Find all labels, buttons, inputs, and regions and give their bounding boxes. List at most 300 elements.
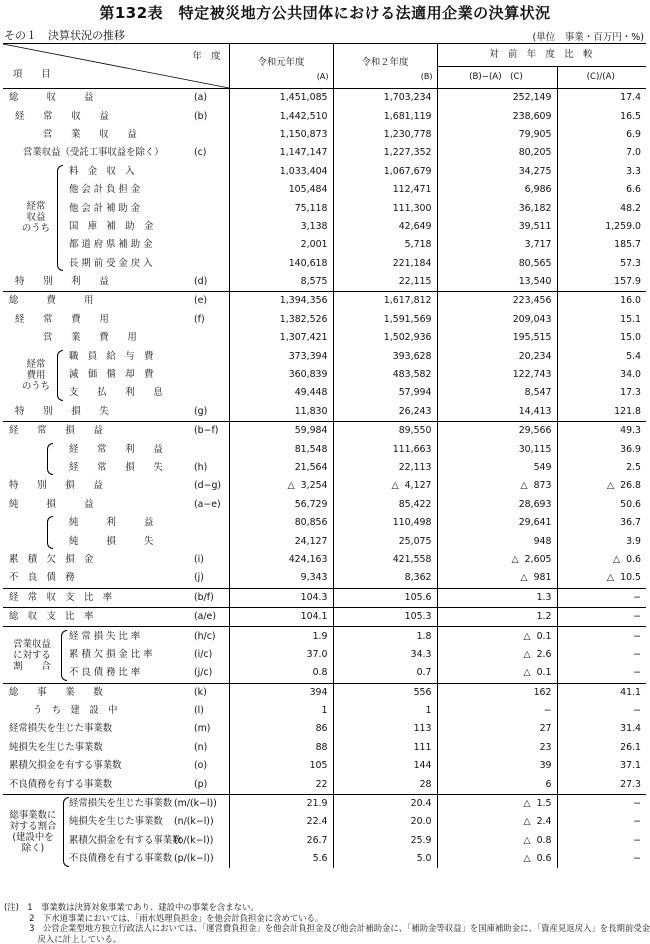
value: 42,649 [399,221,432,232]
group-label: 営業収益 に対する 割 合 [5,639,59,672]
value: 221,184 [393,258,432,269]
table-row [3,273,646,292]
value: 6,986 [525,184,552,195]
value-cell-a [229,89,333,108]
value: 3,717 [525,239,552,250]
row-label-cell [3,422,229,441]
value-cell-d [557,646,646,664]
value-cell-b [333,757,437,775]
value: 394 [310,687,328,698]
table-row [3,683,646,702]
value-cell-d [557,477,646,495]
value-cell-a [229,384,333,402]
row-label-cell [3,144,229,162]
value: 1,230,778 [384,129,432,140]
value: 22,115 [399,276,432,287]
table-row [3,496,646,514]
value-cell-c [437,311,557,329]
value: 3,138 [301,221,328,232]
table-row [3,422,646,441]
value-cell-b [333,89,437,108]
row-code: (p) [194,776,207,794]
table-row [3,440,646,458]
row-label-cell [3,292,229,311]
value: 1.5 [537,798,552,809]
value-cell-a [229,311,333,329]
row-label: 経 常 損 失 比 率 [69,628,140,646]
value-cell-b [333,236,437,254]
row-label-cell [3,664,229,683]
row-label: 長 期 前 受 金 戻 入 [69,255,153,273]
value-cell-d [557,459,646,477]
value-cell-a [229,236,333,254]
row-label: 国 庫 補 助 金 [69,218,153,236]
row-label: 経常損失を生じた事業数 [9,720,112,738]
row-label: 職 員 給 与 費 [69,348,153,366]
value: 6.6 [626,184,641,195]
row-code: (g) [194,403,207,421]
note-line: 2 下水道事業においては、「雨水処理負担金」を他会計負担金に含めている。 [4,913,650,924]
row-label: 経 常 損 失 [69,459,163,477]
row-label: 経 常 収 支 比 率 [9,589,112,607]
row-label: 総 事 業 数 [9,684,103,702]
value: 88 [316,742,328,753]
value-cell-a [229,477,333,495]
value: 30,115 [519,444,552,455]
row-label-cell [3,850,229,868]
row-code: (n/(k−l)) [174,813,214,831]
settlement-table [3,43,646,868]
value: − [544,705,552,716]
value: 209,043 [513,314,552,325]
value: 0.6 [537,853,552,864]
row-label: 他 会 計 補 助 金 [69,200,140,218]
row-code: (h/c) [194,628,216,646]
row-code: (n) [194,739,207,757]
row-label-cell [3,255,229,273]
note-line: 戻入に計上している。 [4,934,650,944]
value-cell-d [557,199,646,217]
value: 6 [546,779,552,790]
negative-mark: △ [523,646,530,664]
value-cell-d [557,347,646,365]
value: 1,147,147 [280,147,328,158]
row-code: (a−e) [194,496,221,514]
value-cell-b [333,422,437,441]
row-code: (j) [194,569,204,587]
value: 4,127 [405,480,432,491]
value: 1,067,679 [384,166,432,177]
negative-mark: △ [523,832,530,850]
row-label-cell [3,646,229,664]
value-cell-d [557,702,646,720]
value: 81,548 [295,444,328,455]
value: 5,718 [405,239,432,250]
value-cell-b [333,126,437,144]
row-code: (o/(k−l)) [174,832,213,850]
row-label: 経 常 損 益 [9,422,103,440]
value-cell-d [557,850,646,868]
value-cell-d [557,739,646,757]
value: − [633,631,641,642]
row-code: (i) [194,551,204,569]
value: 111,300 [393,203,432,214]
group-label: 経常 費用 のうち [17,359,55,392]
value-cell-a [229,646,333,664]
row-label-cell [3,403,229,422]
table-row [3,794,646,813]
value: 36.9 [620,444,641,455]
value-cell-a [229,794,333,813]
value: 22 [316,779,328,790]
value: 8,547 [525,387,552,398]
value-cell-c [437,126,557,144]
value: − [633,649,641,660]
negative-mark: △ [520,477,527,495]
value-cell-d [557,569,646,588]
value: 483,582 [393,369,432,380]
value-cell-d [557,403,646,422]
value: 111,663 [393,444,432,455]
header-ratio: (C)/(A) [557,67,646,89]
row-label-cell [3,607,229,626]
value: 80,205 [519,147,552,158]
row-label-cell [3,627,229,646]
value-cell-d [557,664,646,683]
row-label-cell [3,384,229,402]
row-label: 総 収 益 [9,89,93,107]
value-cell-c [437,255,557,273]
row-label-cell [3,702,229,720]
value: 1,150,873 [280,129,328,140]
row-code: (b/f) [194,589,214,607]
row-code: (m) [194,720,210,738]
value-cell-d [557,89,646,108]
value: 1,259.0 [605,221,641,232]
table-row [3,514,646,532]
value: 104.3 [301,592,328,603]
value: − [633,667,641,678]
row-label: 営 業 費 用 [43,329,137,347]
value-cell-b [333,403,437,422]
value: 2,001 [301,239,328,250]
negative-mark: △ [607,569,614,587]
value: 105 [310,760,328,771]
note-line: 3 公営企業型地方独立行政法人においては、「運営費負担金」を他会計負担金及び他会計補助金に、「補助金等収益」を国庫補助金に、「資産見返戻入」を長期前受金 [4,923,650,934]
value-cell-c [437,702,557,720]
value-cell-c [437,664,557,683]
value-cell-d [557,236,646,254]
value: 1.9 [313,631,328,642]
value: 113 [414,723,432,734]
value-cell-c [437,459,557,477]
row-label-cell [3,532,229,550]
row-code: (e) [194,292,207,310]
value-cell-a [229,683,333,702]
value: 111 [414,742,432,753]
value: 5.6 [313,853,328,864]
table-row [3,739,646,757]
value-cell-c [437,607,557,626]
value-cell-d [557,607,646,626]
table-row [3,646,646,664]
value-cell-c [437,627,557,646]
value-cell-c [437,292,557,311]
value-cell-b [333,255,437,273]
row-label-cell [3,739,229,757]
row-label: 不良債務を有する事業数 [9,776,112,794]
value: 59,984 [295,425,328,436]
value-cell-d [557,329,646,347]
value-cell-b [333,496,437,514]
row-code: (l) [194,702,204,720]
table-row [3,607,646,626]
table-row [3,255,646,273]
value-cell-a [229,702,333,720]
value-cell-c [437,551,557,569]
group-label: 経常 収益 のうち [17,201,55,234]
value-cell-a [229,607,333,626]
row-code: (h) [194,459,207,477]
value: 29,566 [519,425,552,436]
row-label-cell [3,459,229,477]
value: − [633,816,641,827]
row-label: 経 常 利 益 [69,441,163,459]
value: 86 [316,723,328,734]
value-cell-c [437,163,557,181]
value: 121.8 [614,406,641,417]
value: 0.1 [537,667,552,678]
value: 85,422 [399,499,432,510]
value: 16.5 [620,111,641,122]
value-cell-a [229,720,333,738]
value: 22.4 [307,816,328,827]
value: 948 [534,536,552,547]
value-cell-c [437,144,557,162]
value: 26.7 [307,835,328,846]
value-cell-d [557,496,646,514]
value: − [633,592,641,603]
value-cell-c [437,273,557,292]
row-label-cell [3,832,229,850]
value-cell-c [437,514,557,532]
table-row [3,403,646,422]
table-title: 第132表 特定被災地方公共団体における法適用企業の決算状況 [0,2,650,23]
value: 122,743 [513,369,552,380]
value-cell-a [229,273,333,292]
value: 57,994 [399,387,432,398]
header-year: 年 度 [192,48,220,66]
table-row [3,107,646,125]
value-cell-d [557,757,646,775]
value-cell-d [557,551,646,569]
value: 34.3 [411,649,432,660]
value: 26.1 [620,742,641,753]
value-cell-a [229,126,333,144]
row-label-cell [3,366,229,384]
value-cell-a [229,569,333,588]
value-cell-d [557,683,646,702]
value-cell-c [437,532,557,550]
value: 80,565 [519,258,552,269]
value-cell-d [557,292,646,311]
value-cell-c [437,422,557,441]
value-cell-b [333,850,437,868]
table-row [3,347,646,365]
value: − [633,705,641,716]
value-cell-a [229,347,333,365]
row-label: 営業収益（受託工事収益を除く） [23,144,164,162]
value-cell-a [229,496,333,514]
value-cell-d [557,126,646,144]
header-item: 項 目 [13,66,51,84]
negative-mark: △ [523,795,530,813]
negative-mark: △ [523,628,530,646]
value: 0.8 [313,667,328,678]
negative-mark: △ [613,551,620,569]
table-row [3,329,646,347]
table-row [3,569,646,588]
row-code: (o) [194,757,207,775]
value: 1.8 [417,631,432,642]
value-cell-a [229,588,333,607]
row-label: 純損失を生じた事業数 [9,739,103,757]
value-cell-b [333,720,437,738]
value: 27 [540,723,552,734]
table-row [3,292,646,311]
row-label: 不 良 債 務 [9,569,75,587]
row-label: 他 会 計 負 担 金 [69,181,140,199]
value-cell-c [437,850,557,868]
value: 1,307,421 [280,332,328,343]
value-cell-a [229,329,333,347]
row-label-cell [3,757,229,775]
value-cell-b [333,646,437,664]
value-cell-a [229,850,333,868]
value-cell-a [229,366,333,384]
table-body [3,89,646,869]
value-cell-b [333,683,437,702]
value: 8,362 [405,572,432,583]
value: 26,243 [399,406,432,417]
value-cell-a [229,757,333,775]
table-row [3,181,646,199]
value: 6.9 [626,129,641,140]
value: 34.0 [620,369,641,380]
value-cell-c [437,347,557,365]
header-col-b: 令和２年度 (B) [333,44,437,89]
row-label: 不良債務を有する事業数 [69,850,172,868]
value: 549 [534,462,552,473]
row-code: (a/e) [194,608,216,626]
value-cell-a [229,739,333,757]
value: 37.1 [620,760,641,771]
value: 981 [534,572,552,583]
row-code: (d−g) [194,477,221,495]
row-label-cell [3,775,229,794]
value: 89,550 [399,425,432,436]
value-cell-d [557,218,646,236]
value-cell-c [437,794,557,813]
value: 41.1 [620,687,641,698]
row-code: (c) [194,144,206,162]
value-cell-d [557,384,646,402]
value: 144 [414,760,432,771]
value-cell-d [557,514,646,532]
header-col-a: 令和元年度 (A) [229,44,333,89]
value-cell-b [333,163,437,181]
table-row [3,664,646,683]
value: 105,484 [289,184,328,195]
negative-mark: △ [607,477,614,495]
row-label-cell [3,273,229,292]
value: 1,681,119 [384,111,432,122]
row-label-cell [3,89,229,108]
header-corner [3,44,229,89]
value-cell-c [437,218,557,236]
value-cell-d [557,440,646,458]
value: 36,182 [519,203,552,214]
value-cell-d [557,255,646,273]
value: 105.3 [405,611,432,622]
value-cell-c [437,477,557,495]
value: 1,703,234 [384,92,432,103]
value: 9,343 [301,572,328,583]
value-cell-b [333,514,437,532]
value-cell-a [229,107,333,125]
value-cell-a [229,422,333,441]
value: 21,564 [295,462,328,473]
value-cell-a [229,627,333,646]
row-label: 純損失を生じた事業数 [69,813,163,831]
value-cell-a [229,144,333,162]
value-cell-c [437,683,557,702]
value-cell-b [333,664,437,683]
value: 1,591,569 [384,314,432,325]
table-row [3,757,646,775]
value-cell-b [333,607,437,626]
value: 29,641 [519,517,552,528]
row-label-cell [3,163,229,181]
row-label: 累 積 欠 損 金 比 率 [69,646,153,664]
notes [4,902,650,944]
negative-mark: △ [511,551,518,569]
negative-mark: △ [287,477,294,495]
value-cell-c [437,199,557,217]
value-cell-c [437,236,557,254]
value-cell-d [557,813,646,831]
value: 17.3 [620,387,641,398]
value: 110,498 [393,517,432,528]
value: 373,394 [289,351,328,362]
value: 24,127 [295,536,328,547]
row-label-cell [3,551,229,569]
table-row [3,89,646,108]
value: 1,502,936 [384,332,432,343]
row-label: 特 別 損 益 [9,477,103,495]
row-label-cell [3,126,229,144]
row-label-cell [3,514,229,532]
value-cell-a [229,813,333,831]
value: 1 [426,705,432,716]
value-cell-a [229,218,333,236]
value: 2.4 [537,816,552,827]
value-cell-a [229,440,333,458]
value: 3,254 [301,480,328,491]
value-cell-c [437,384,557,402]
value: 25,075 [399,536,432,547]
value: 49.3 [620,425,641,436]
